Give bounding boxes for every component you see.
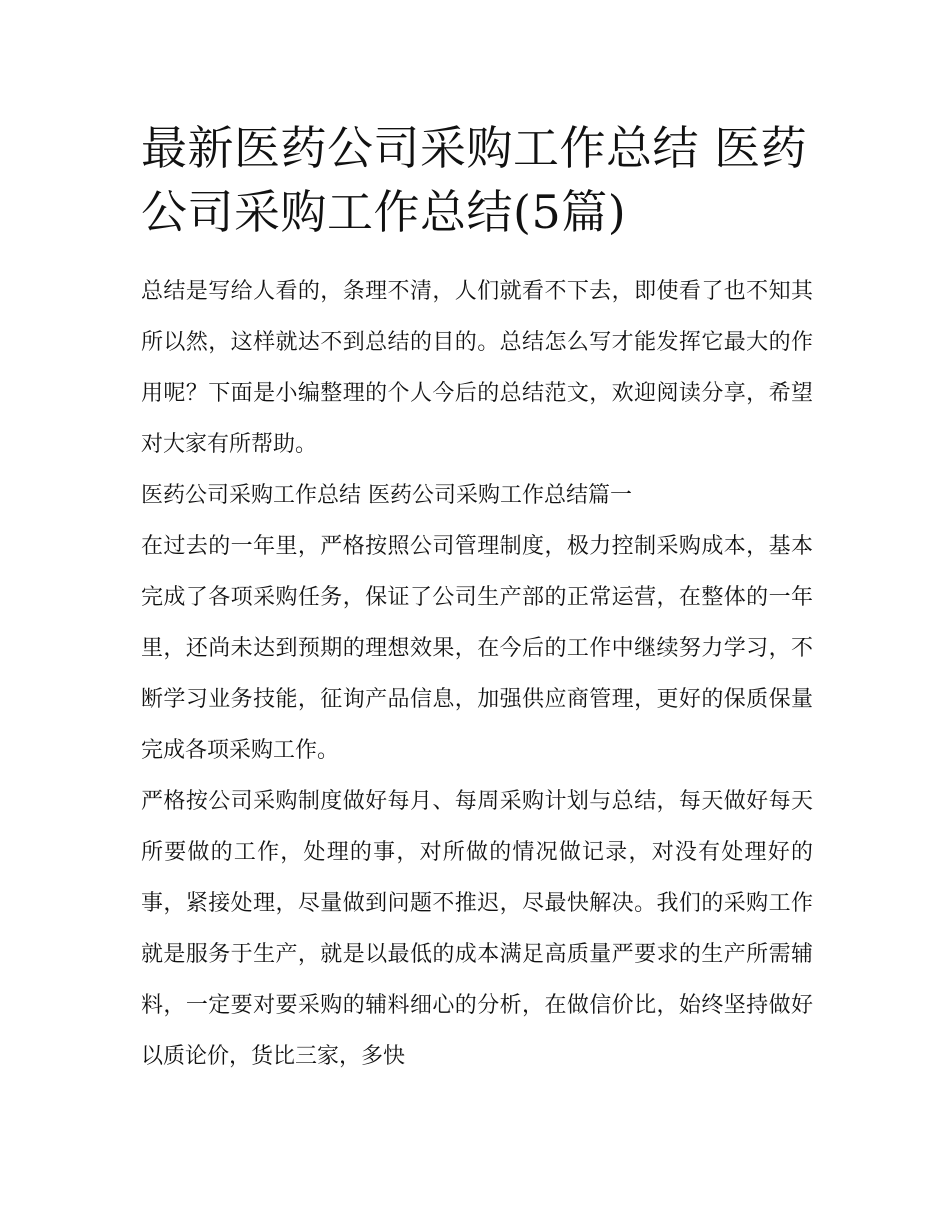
body-paragraph-2: 严格按公司采购制度做好每月、每周采购计划与总结，每天做好每天所要做的工作，处理的事，对所做的情况做记录，对没有处理好的事，紧接处理，尽量做到问题不推迟，尽最快解决。我们的采购工作就是服务于生产，就是以最低的成本满足高质量严要求的生产所需辅料，一定要对要采购的辅料细心的分析，在做信价比，始终坚持做好以质论价，货比三家，多快: [141, 789, 813, 1069]
document-body: [141, 116, 813, 1082]
intro-paragraph: 总结是写给人看的，条理不清，人们就看不下去，即使看了也不知其所以然，这样就达不到总结的目的。总结怎么写才能发挥它最大的作用呢？下面是小编整理的个人今后的总结范文，欢迎阅读分享，希望对大家有所帮助。: [141, 279, 813, 457]
document-title: 最新医药公司采购工作总结 医药公司采购工作总结(5篇): [141, 121, 808, 239]
section-heading: 医药公司采购工作总结 医药公司采购工作总结篇一: [141, 483, 632, 508]
body-paragraph-1: 在过去的一年里，严格按照公司管理制度，极力控制采购成本，基本完成了各项采购任务，保证了公司生产部的正常运营，在整体的一年里，还尚未达到预期的理想效果，在今后的工作中继续努力学习，不断学习业务技能，征询产品信息，加强供应商管理，更好的保质保量完成各项采购工作。: [141, 534, 813, 763]
